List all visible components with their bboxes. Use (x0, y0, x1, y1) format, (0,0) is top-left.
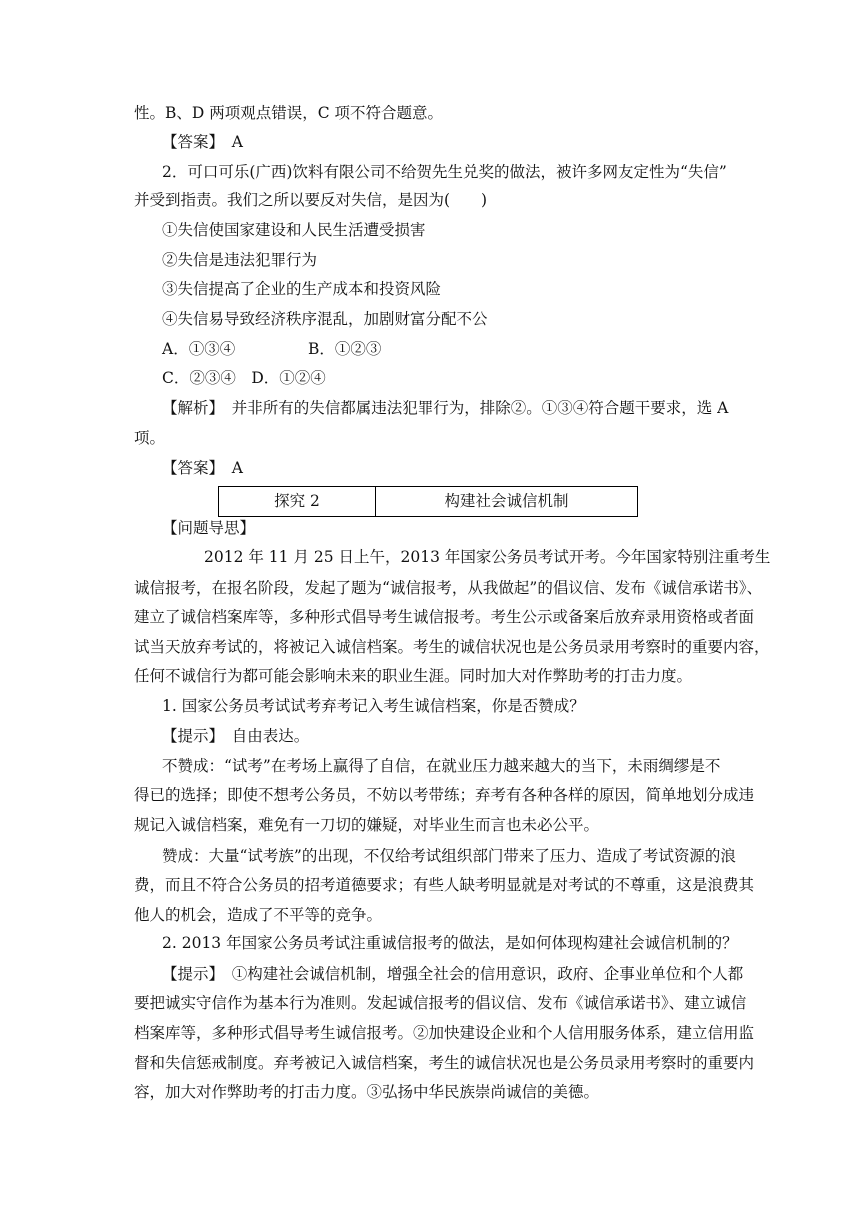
paragraph-line: 得已的选择；即使不想考公务员，不妨以考带练；弃考有各种各样的原因，简单地划分成违 (134, 786, 755, 804)
hint-line: 【提示】 ①构建社会诚信机制，增强全社会的信用意识，政府、企事业单位和个人都 (162, 965, 744, 983)
table-cell-title: 构建社会诚信机制 (444, 492, 569, 510)
hint-line: 【提示】 自由表达。 (162, 727, 310, 745)
choice-cd: C．②③④ D．①②④ (162, 369, 326, 387)
answer-line: 【答案】 A (162, 459, 243, 477)
paragraph-line: 容，加大对作弊助考的打击力度。③弘扬中华民族崇尚诚信的美德。 (134, 1083, 600, 1101)
paragraph-line: 督和失信惩戒制度。弃考被记入诚信档案，考生的诚信状况也是公务员录用考察时的重要内 (134, 1054, 755, 1072)
paragraph-line: 要把诚实守信作为基本行为准则。发起诚信报考的倡议信、发布《诚信承诺书》、建立诚信 (134, 994, 747, 1012)
analysis-line: 【解析】 并非所有的失信都属违法犯罪行为，排除②。①③④符合题干要求，选 A (162, 399, 729, 417)
paragraph-line: 试当天放弃考试的，将被记入诚信档案。考生的诚信状况也是公务员录用考察时的重要内容， (134, 638, 770, 656)
answer-line: 【答案】 A (162, 133, 243, 151)
paragraph-line: 诚信报考，在报名阶段，发起了题为“诚信报考，从我做起”的倡议信、发布《诚信承诺书》、 (134, 579, 763, 597)
option-item: ①失信使国家建设和人民生活遭受损害 (162, 221, 426, 239)
question-2b: 2. 2013 年国家公务员考试注重诚信报考的做法，是如何体现构建社会诚信机制的？ (162, 934, 738, 952)
choice-b: B．①②③ (308, 340, 382, 358)
question-2-line: 并受到指责。我们之所以要反对失信，是因为( ) (134, 191, 488, 209)
choice-a: A．①③④ (162, 340, 236, 358)
option-item: ④失信易导致经济秩序混乱，加剧财富分配不公 (162, 310, 488, 328)
table-cell-section: 探究 2 (219, 487, 376, 516)
paragraph-line: 赞成：大量“试考族”的出现，不仅给考试组织部门带来了压力、造成了考试资源的浪 (162, 847, 736, 865)
analysis-line: 项。 (134, 429, 166, 447)
paragraph-line: 规记入诚信档案，难免有一刀切的嫌疑，对毕业生而言也未必公平。 (134, 816, 600, 834)
paragraph-line: 档案库等，多种形式倡导考生诚信报考。②加快建设企业和个人信用服务体系，建立信用监 (134, 1024, 755, 1042)
option-item: ③失信提高了企业的生产成本和投资风险 (162, 280, 442, 298)
paragraph-line: 费，而且不符合公务员的招考道德要求；有些人缺考明显就是对考试的不尊重，这是浪费其 (134, 876, 755, 894)
guide-heading: 【问题导思】 (162, 519, 256, 537)
question-2-line: 2．可口可乐(广西)饮料有限公司不给贺先生兑奖的做法，被许多网友定性为“失信” (162, 163, 727, 181)
paragraph-line: 建立了诚信档案库等，多种形式倡导考生诚信报考。考生公示或备案后放弃录用资格或者面 (134, 608, 755, 626)
paragraph-line: 不赞成：“试考”在考场上赢得了自信，在就业压力越来越大的当下，未雨绸缪是不 (162, 757, 721, 775)
section-table (218, 486, 638, 517)
paragraph-line: 2012 年 11 月 25 日上午，2013 年国家公务员考试开考。今年国家特别注重考生 (204, 548, 771, 566)
option-item: ②失信是违法犯罪行为 (162, 251, 318, 269)
question-1: 1. 国家公务员考试试考弃考记入考生诚信档案，你是否赞成？ (162, 697, 585, 715)
paragraph-line: 他人的机会，造成了不平等的竞争。 (134, 906, 383, 924)
paragraph-line: 任何不诚信行为都可能会影响未来的职业生涯。同时加大对作弊助考的打击力度。 (134, 667, 693, 685)
text-line: 性。B、D 两项观点错误，C 项不符合题意。 (134, 104, 444, 122)
